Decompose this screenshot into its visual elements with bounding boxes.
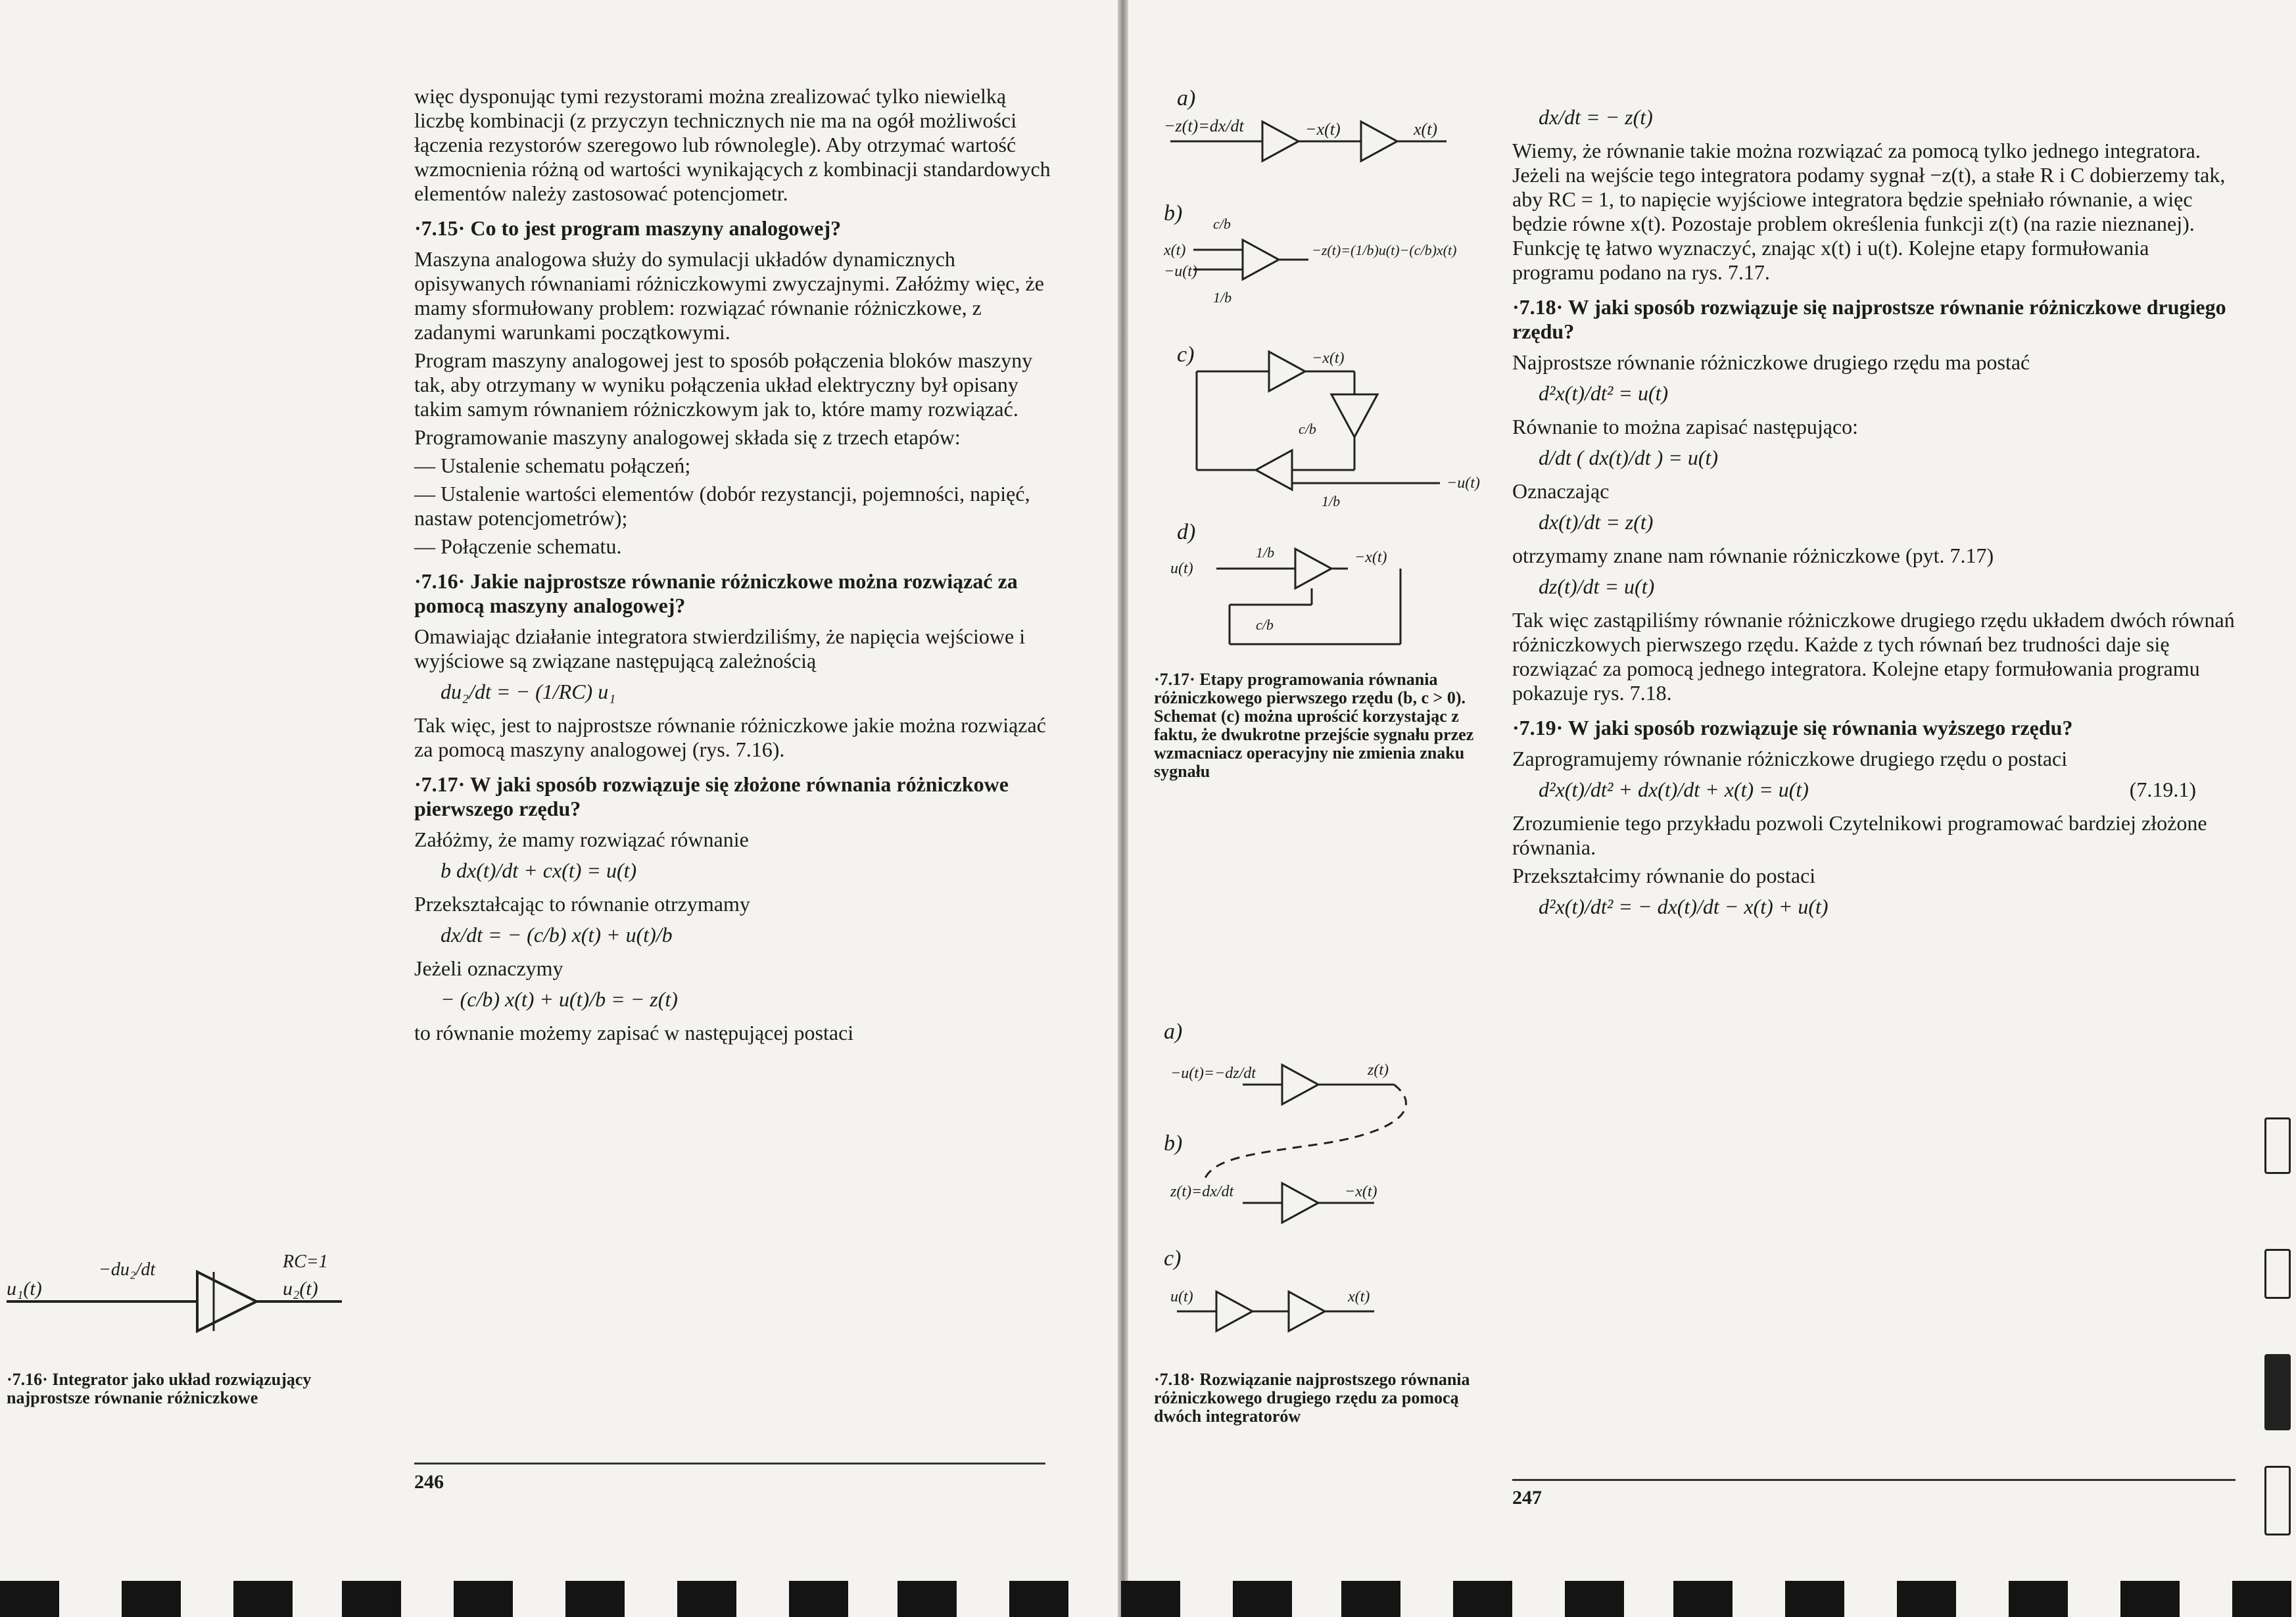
equation-number: (7.19.1) — [2129, 778, 2196, 801]
paragraph-7-18-e: Tak więc zastąpiliśmy równanie różniczkowe drugiego rzędu układem dwóch równań różniczkowych pierwszego rzędu. Każde z tych równań bez trudności daje się rozwiązać za pomocą jednego integratora. Kolejne etapy formułowania programu pokazuje rys. 7.18. — [1512, 608, 2235, 705]
fig716-input-label: u₁(t) — [7, 1278, 42, 1300]
scan-bar — [122, 1581, 181, 1617]
page-edge-tabs — [2257, 0, 2296, 1617]
paragraph-7-18-c: Oznaczając — [1512, 479, 1610, 503]
scan-bar — [1009, 1581, 1068, 1617]
fig717-b-label: b) — [1164, 201, 1183, 225]
figure-7-17-caption: ·7.17· Etapy programowania równania różniczkowego pierwszego rzędu (b, c > 0). Schemat (c) można uprościć korzystając z faktu, że dwukrotne przejście sygnału przez wzmacniacz operacyjny nie zmienia znaku sygnału — [1154, 670, 1474, 781]
equation-7-17-a: b dx(t)/dt + cx(t) = u(t) — [441, 858, 637, 882]
fig717-a-mid: −x(t) — [1305, 120, 1341, 139]
scan-bar — [565, 1581, 625, 1617]
equation-7-18-d: dz(t)/dt = u(t) — [1539, 574, 1655, 598]
scan-bar — [1785, 1581, 1844, 1617]
scan-bar — [1673, 1581, 1733, 1617]
fig717-a-in: −z(t)=dx/dt — [1164, 116, 1244, 135]
fig718-b-label: b) — [1164, 1131, 1183, 1156]
fig717-d-label: d) — [1177, 520, 1196, 544]
left-text-column — [414, 84, 1052, 1049]
paragraph-intro: więc dysponując tymi rezystorami można zrealizować tylko niewielką liczbę kombinacji (z przyczyn technicznych nie ma na ogół możliwości łączenia rezystorów szeregowo lub równolegle). Aby otrzymać wartość wzmocnienia różną od wartości wynikających z kombinacji standardowych elementów należy zastosować potencjometr. — [414, 84, 1051, 205]
left-page — [0, 0, 1118, 1617]
equation-7-19-1-body: d²x(t)/dt² + dx(t)/dt + x(t) = u(t) — [1539, 778, 1809, 801]
fig718-a-out: z(t) — [1368, 1062, 1389, 1079]
fig717-c-in: −u(t) — [1447, 475, 1480, 492]
fig717-c-out: −x(t) — [1312, 350, 1345, 367]
equation-top: dx/dt = − z(t) — [1539, 105, 1653, 129]
scan-bar — [2009, 1581, 2068, 1617]
fig717-c-k1: c/b — [1299, 421, 1316, 437]
equation-7-18-b: d/dt ( dx(t)/dt ) = u(t) — [1539, 446, 1719, 469]
edge-tab — [2264, 1249, 2291, 1299]
fig717-c-k2: 1/b — [1322, 493, 1341, 509]
equation-7-19-b: d²x(t)/dt² = − dx(t)/dt − x(t) + u(t) — [1539, 895, 1829, 918]
fig716-output-label: u₂(t) — [283, 1278, 318, 1300]
fig718-c-in: u(t) — [1170, 1288, 1193, 1305]
question-7-19: ·7.19· W jaki sposób rozwiązuje się równania wyższego rzędu? — [1512, 716, 2073, 739]
question-7-15: ·7.15· Co to jest program maszyny analogowej? — [414, 216, 842, 240]
edge-tab — [2264, 1466, 2291, 1535]
fig718-a-in: −u(t)=−dz/dt — [1170, 1065, 1256, 1082]
right-page — [1118, 0, 2296, 1617]
paragraph-7-16-b: Tak więc, jest to najprostsze równanie różniczkowe jakie można rozwiązać za pomocą maszyny analogowej (rys. 7.16). — [414, 713, 1046, 761]
equation-7-19-1 — [1539, 778, 2236, 802]
paragraph-7-17-b: Przekształcając to równanie otrzymamy — [414, 892, 750, 916]
scan-bar — [0, 1581, 59, 1617]
fig717-d-in: u(t) — [1170, 560, 1193, 577]
list-item: — Połączenie schematu. — [414, 534, 622, 558]
paragraph-7-19-a: Zaprogramujemy równanie różniczkowe drugiego rzędu o postaci — [1512, 747, 2068, 770]
fig718-c-out: x(t) — [1348, 1288, 1370, 1305]
footer-rule — [1512, 1479, 2236, 1481]
edge-tab — [2264, 1117, 2291, 1174]
right-text-column — [1512, 99, 2236, 928]
equation-7-18-c: dx(t)/dt = z(t) — [1539, 510, 1654, 534]
fig718-b-in: z(t)=dx/dt — [1170, 1183, 1234, 1200]
fig717-b-in2: −u(t) — [1164, 263, 1197, 280]
paragraph-7-18-d: otrzymamy znane nam równanie różniczkowe (pyt. 7.17) — [1512, 544, 1994, 567]
fig717-c-label: c) — [1177, 342, 1195, 367]
scan-bar — [454, 1581, 513, 1617]
equation-7-18-a: d²x(t)/dt² = u(t) — [1539, 381, 1669, 405]
question-7-16: ·7.16· Jakie najprostsze równanie różniczkowe można rozwiązać za pomocą maszyny analogowej? — [414, 569, 1018, 617]
paragraph-7-18-b: Równanie to można zapisać następująco: — [1512, 415, 1859, 438]
paragraph-right-a: Wiemy, że równanie takie można rozwiązać za pomocą tylko jednego integratora. Jeżeli na wejście tego integratora podamy sygnał −z(t), a stałe R i C dobierzemy tak, aby RC = 1, to napięcie wyjściowe integratora będzie spełniało równanie, a więc będzie równe x(t). Pozostaje problem określenia funkcji z(t) (na razie nieznanej). Funkcję tę łatwo wyznaczyć, znając x(t) i u(t). Kolejne etapy formułowania programu podano na rys. 7.17. — [1512, 139, 2226, 284]
scan-bars — [0, 1581, 2296, 1617]
fig717-b-k2: 1/b — [1213, 289, 1232, 306]
fig718-a-label: a) — [1164, 1019, 1183, 1044]
paragraph-7-16-a: Omawiając działanie integratora stwierdziliśmy, że napięcia wejściowe i wyjściowe są związane następującą zależnością — [414, 624, 1026, 672]
edge-tab — [2264, 1354, 2291, 1430]
fig717-b-k1: c/b — [1213, 216, 1231, 232]
scan-bar — [342, 1581, 401, 1617]
list-item: — Ustalenie wartości elementów (dobór rezystancji, pojemności, napięć, nastaw potencjometrów); — [414, 482, 1030, 530]
equation-7-16: du₂/dt = − (1/RC) u₁ — [441, 680, 616, 703]
fig717-b-out: −z(t)=(1/b)u(t)−(c/b)x(t) — [1312, 242, 1457, 258]
fig717-d-k1: 1/b — [1256, 544, 1275, 561]
figure-7-16 — [0, 1236, 368, 1367]
paragraph-7-19-b: Zrozumienie tego przykładu pozwoli Czytelnikowi programować bardziej złożone równania. — [1512, 811, 2207, 859]
fig718-c-label: c) — [1164, 1246, 1182, 1271]
paragraph-7-15-b: Program maszyny analogowej jest to sposób połączenia bloków maszyny tak, aby otrzymany w wyniku połączenia układ elektryczny był opisany takim samym równaniem różniczkowym jak to, które mamy rozwiązać. — [414, 348, 1033, 421]
scan-bar — [897, 1581, 957, 1617]
equation-7-17-b: dx/dt = − (c/b) x(t) + u(t)/b — [441, 923, 673, 947]
paragraph-7-18-a: Najprostsze równanie różniczkowe drugiego rzędu ma postać — [1512, 350, 2030, 374]
figure-7-17 — [1157, 79, 1499, 670]
question-7-17: ·7.17· W jaki sposób rozwiązuje się złożone równania różniczkowe pierwszego rzędu? — [414, 772, 1009, 820]
footer-rule — [414, 1463, 1045, 1465]
page-number-left: 246 — [414, 1471, 444, 1493]
scan-bar — [1565, 1581, 1624, 1617]
figure-7-18 — [1157, 1012, 1499, 1354]
scan-bar — [1341, 1581, 1400, 1617]
page-number-right: 247 — [1512, 1487, 1542, 1509]
scan-bar — [2120, 1581, 2180, 1617]
scan-bar — [1121, 1581, 1180, 1617]
scan-bar — [233, 1581, 293, 1617]
paragraph-7-17-c: Jeżeli oznaczymy — [414, 956, 563, 980]
fig717-a-label: a) — [1177, 86, 1196, 110]
figure-7-18-caption: ·7.18· Rozwiązanie najprostszego równania różniczkowego drugiego rzędu za pomocą dwóch integratorów — [1154, 1370, 1470, 1426]
fig717-d-k2: c/b — [1256, 617, 1274, 633]
fig716-rc-label: RC=1 — [283, 1252, 328, 1272]
fig716-deriv-label: −du₂/dt — [99, 1259, 156, 1280]
equation-7-17-c: − (c/b) x(t) + u(t)/b = − z(t) — [441, 987, 678, 1011]
fig717-b-in1: x(t) — [1164, 242, 1186, 259]
scan-bar — [677, 1581, 736, 1617]
figure-7-16-caption: ·7.16· Integrator jako układ rozwiązujący najprostsze równanie różniczkowe — [7, 1370, 312, 1407]
fig717-d-out: −x(t) — [1354, 549, 1387, 566]
scan-bar — [789, 1581, 848, 1617]
paragraph-7-19-c: Przekształcimy równanie do postaci — [1512, 864, 1816, 887]
scan-bar — [2232, 1581, 2291, 1617]
scan-bar — [1453, 1581, 1512, 1617]
paragraph-7-17-d: to równanie możemy zapisać w następującej postaci — [414, 1021, 854, 1044]
fig717-a-out: x(t) — [1414, 120, 1438, 139]
paragraph-7-17-a: Załóżmy, że mamy rozwiązać równanie — [414, 828, 749, 851]
scan-bar — [1897, 1581, 1956, 1617]
question-7-18: ·7.18· W jaki sposób rozwiązuje się najprostsze równanie różniczkowe drugiego rzędu? — [1512, 295, 2226, 343]
fig718-b-out: −x(t) — [1345, 1183, 1377, 1200]
paragraph-7-15-c: Programowanie maszyny analogowej składa się z trzech etapów: — [414, 425, 961, 449]
scan-bar — [1233, 1581, 1292, 1617]
list-item: — Ustalenie schematu połączeń; — [414, 454, 691, 477]
paragraph-7-15-a: Maszyna analogowa służy do symulacji układów dynamicznych opisywanych równaniami różniczkowymi zwyczajnymi. Załóżmy więc, że mamy sformułowany problem: rozwiązać równanie różniczkowe, z zadanymi warunkami początkowymi. — [414, 247, 1044, 344]
